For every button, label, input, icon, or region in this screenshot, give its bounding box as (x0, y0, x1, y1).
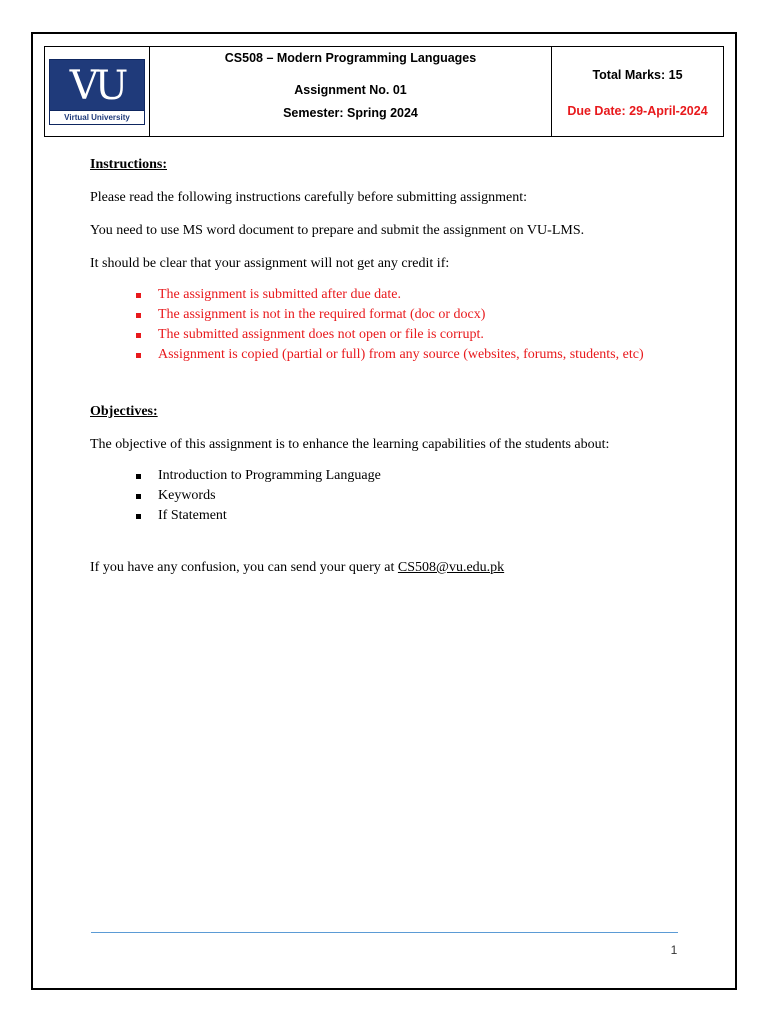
objectives-heading: Objectives: (90, 404, 158, 419)
bullet-icon (136, 313, 141, 318)
bullet-icon (136, 494, 141, 499)
course-title: CS508 – Modern Programming Languages (224, 51, 477, 65)
list-item: The assignment is submitted after due date. (90, 285, 680, 305)
bullet-icon (136, 353, 141, 358)
marks-cell (552, 47, 723, 136)
list-item: If Statement (90, 506, 680, 526)
assignment-number: Assignment No. 01 (294, 83, 407, 97)
objectives-list (90, 466, 680, 526)
format-note: You need to use MS word document to prepare and submit the assignment on VU-LMS. (90, 223, 585, 238)
logo-mark: VU (69, 62, 125, 109)
credit-note: It should be clear that your assignment will not get any credit if: (90, 256, 450, 271)
logo-cell (45, 47, 150, 136)
list-item: Keywords (90, 486, 680, 506)
footer-rule (91, 932, 678, 933)
objectives-intro: The objective of this assignment is to enhance the learning capabilities of the students about: (90, 437, 610, 452)
list-item: Assignment is copied (partial or full) from any source (websites, forums, students, etc) (90, 345, 680, 365)
page-number: 1 (670, 943, 678, 957)
instructions-intro: Please read the following instructions carefully before submitting assignment: (90, 190, 528, 205)
bullet-icon (136, 293, 141, 298)
email-link[interactable]: CS508@vu.edu.pk (397, 560, 505, 575)
contact-line (90, 559, 680, 577)
assignment-header-table (44, 46, 724, 137)
vu-logo (49, 59, 145, 125)
list-item: The submitted assignment does not open or file is corrupt. (90, 325, 680, 345)
bullet-icon (136, 333, 141, 338)
list-item: The assignment is not in the required format (doc or docx) (90, 305, 680, 325)
bullet-icon (136, 514, 141, 519)
bullet-icon (136, 474, 141, 479)
due-date: Due Date: 29-April-2024 (567, 104, 708, 118)
instructions-list (90, 285, 680, 365)
logo-caption: Virtual University (50, 110, 144, 124)
instructions-heading: Instructions: (90, 157, 168, 172)
total-marks: Total Marks: 15 (592, 68, 683, 82)
contact-text: If you have any confusion, you can send your query at (90, 560, 398, 575)
document-body (90, 156, 680, 577)
list-item: Introduction to Programming Language (90, 466, 680, 486)
title-cell (150, 47, 552, 136)
semester-label: Semester: Spring 2024 (283, 106, 418, 120)
